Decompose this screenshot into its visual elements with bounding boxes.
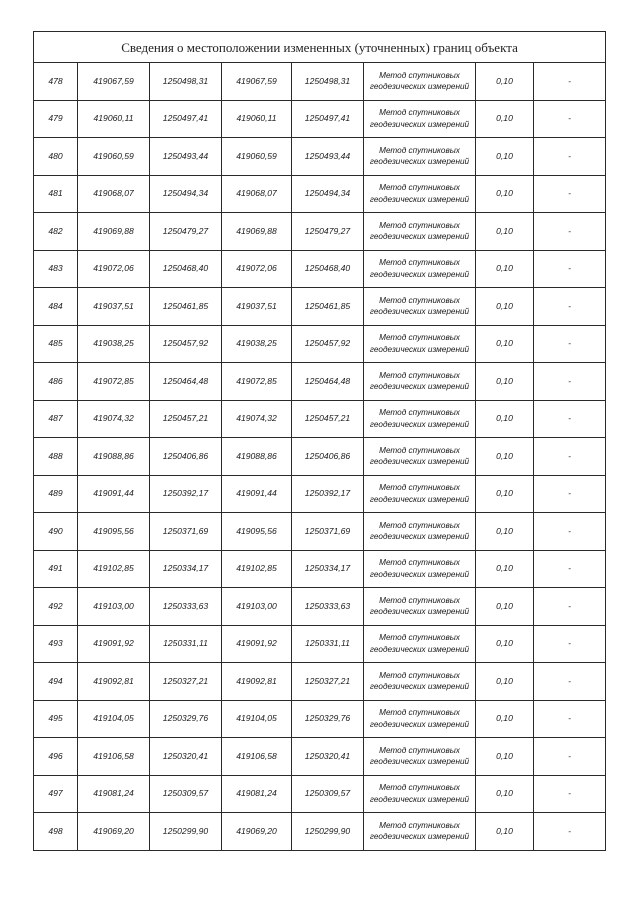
cell-refined-x: 419038,25	[222, 325, 292, 363]
cell-existing-x: 419060,11	[78, 100, 150, 138]
cell-accuracy: 0,10	[476, 738, 534, 776]
table-row	[34, 813, 606, 851]
cell-point-number: 483	[34, 250, 78, 288]
cell-accuracy: 0,10	[476, 438, 534, 476]
cell-note: -	[534, 588, 606, 626]
cell-note: -	[534, 700, 606, 738]
cell-refined-x: 419088,86	[222, 438, 292, 476]
cell-existing-x: 419074,32	[78, 400, 150, 438]
boundary-coordinates-table	[33, 31, 606, 851]
cell-refined-x: 419060,59	[222, 138, 292, 176]
cell-refined-x: 419104,05	[222, 700, 292, 738]
cell-method: Метод спутниковых геодезических измерений	[364, 63, 476, 101]
table-body	[34, 32, 606, 851]
cell-point-number: 494	[34, 663, 78, 701]
table-row	[34, 63, 606, 101]
cell-refined-x: 419103,00	[222, 588, 292, 626]
cell-accuracy: 0,10	[476, 700, 534, 738]
cell-existing-x: 419068,07	[78, 175, 150, 213]
cell-existing-y: 1250497,41	[150, 100, 222, 138]
cell-existing-x: 419103,00	[78, 588, 150, 626]
table-row	[34, 325, 606, 363]
cell-refined-x: 419106,58	[222, 738, 292, 776]
cell-point-number: 480	[34, 138, 78, 176]
cell-accuracy: 0,10	[476, 775, 534, 813]
cell-point-number: 496	[34, 738, 78, 776]
cell-method: Метод спутниковых геодезических измерений	[364, 138, 476, 176]
cell-existing-x: 419092,81	[78, 663, 150, 701]
table-row	[34, 138, 606, 176]
cell-refined-x: 419068,07	[222, 175, 292, 213]
cell-existing-x: 419102,85	[78, 550, 150, 588]
cell-refined-y: 1250457,92	[292, 325, 364, 363]
cell-refined-y: 1250309,57	[292, 775, 364, 813]
cell-refined-x: 419092,81	[222, 663, 292, 701]
cell-method: Метод спутниковых геодезических измерений	[364, 438, 476, 476]
cell-existing-x: 419104,05	[78, 700, 150, 738]
cell-refined-y: 1250468,40	[292, 250, 364, 288]
cell-accuracy: 0,10	[476, 288, 534, 326]
cell-method: Метод спутниковых геодезических измерений	[364, 250, 476, 288]
cell-accuracy: 0,10	[476, 400, 534, 438]
table-title: Сведения о местоположении измененных (уточненных) границ объекта	[34, 32, 606, 63]
cell-point-number: 488	[34, 438, 78, 476]
cell-existing-x: 419095,56	[78, 513, 150, 551]
cell-refined-y: 1250461,85	[292, 288, 364, 326]
cell-refined-y: 1250479,27	[292, 213, 364, 251]
cell-point-number: 485	[34, 325, 78, 363]
cell-note: -	[534, 663, 606, 701]
table-row	[34, 438, 606, 476]
cell-note: -	[534, 438, 606, 476]
cell-existing-x: 419069,20	[78, 813, 150, 851]
cell-existing-x: 419072,85	[78, 363, 150, 401]
cell-note: -	[534, 363, 606, 401]
cell-existing-x: 419072,06	[78, 250, 150, 288]
cell-refined-x: 419060,11	[222, 100, 292, 138]
cell-point-number: 495	[34, 700, 78, 738]
cell-point-number: 492	[34, 588, 78, 626]
cell-point-number: 481	[34, 175, 78, 213]
cell-refined-x: 419095,56	[222, 513, 292, 551]
cell-point-number: 484	[34, 288, 78, 326]
cell-note: -	[534, 475, 606, 513]
cell-accuracy: 0,10	[476, 663, 534, 701]
cell-existing-y: 1250331,11	[150, 625, 222, 663]
cell-method: Метод спутниковых геодезических измерений	[364, 400, 476, 438]
cell-existing-y: 1250299,90	[150, 813, 222, 851]
cell-refined-y: 1250329,76	[292, 700, 364, 738]
cell-method: Метод спутниковых геодезических измерений	[364, 813, 476, 851]
cell-refined-x: 419069,20	[222, 813, 292, 851]
cell-existing-y: 1250479,27	[150, 213, 222, 251]
cell-accuracy: 0,10	[476, 475, 534, 513]
cell-accuracy: 0,10	[476, 100, 534, 138]
cell-existing-x: 419106,58	[78, 738, 150, 776]
cell-note: -	[534, 625, 606, 663]
cell-refined-y: 1250498,31	[292, 63, 364, 101]
cell-existing-y: 1250461,85	[150, 288, 222, 326]
cell-note: -	[534, 138, 606, 176]
cell-refined-y: 1250320,41	[292, 738, 364, 776]
cell-refined-y: 1250333,63	[292, 588, 364, 626]
cell-method: Метод спутниковых геодезических измерений	[364, 550, 476, 588]
cell-accuracy: 0,10	[476, 513, 534, 551]
cell-refined-x: 419067,59	[222, 63, 292, 101]
cell-existing-y: 1250327,21	[150, 663, 222, 701]
cell-note: -	[534, 738, 606, 776]
cell-accuracy: 0,10	[476, 588, 534, 626]
cell-refined-y: 1250334,17	[292, 550, 364, 588]
cell-existing-y: 1250498,31	[150, 63, 222, 101]
cell-refined-y: 1250299,90	[292, 813, 364, 851]
cell-accuracy: 0,10	[476, 813, 534, 851]
table-row	[34, 588, 606, 626]
cell-existing-y: 1250494,34	[150, 175, 222, 213]
cell-point-number: 489	[34, 475, 78, 513]
cell-refined-x: 419072,06	[222, 250, 292, 288]
cell-accuracy: 0,10	[476, 63, 534, 101]
table-row	[34, 775, 606, 813]
cell-existing-y: 1250464,48	[150, 363, 222, 401]
cell-method: Метод спутниковых геодезических измерений	[364, 100, 476, 138]
cell-note: -	[534, 400, 606, 438]
table-row	[34, 550, 606, 588]
table-row	[34, 250, 606, 288]
cell-existing-x: 419060,59	[78, 138, 150, 176]
document-sheet	[33, 31, 605, 851]
table-row	[34, 288, 606, 326]
cell-accuracy: 0,10	[476, 213, 534, 251]
cell-refined-y: 1250392,17	[292, 475, 364, 513]
cell-note: -	[534, 288, 606, 326]
cell-existing-y: 1250457,92	[150, 325, 222, 363]
cell-existing-x: 419081,24	[78, 775, 150, 813]
cell-accuracy: 0,10	[476, 250, 534, 288]
cell-refined-y: 1250331,11	[292, 625, 364, 663]
cell-existing-y: 1250334,17	[150, 550, 222, 588]
cell-existing-x: 419088,86	[78, 438, 150, 476]
table-row	[34, 663, 606, 701]
cell-method: Метод спутниковых геодезических измерений	[364, 325, 476, 363]
cell-existing-y: 1250457,21	[150, 400, 222, 438]
cell-method: Метод спутниковых геодезических измерений	[364, 513, 476, 551]
cell-note: -	[534, 550, 606, 588]
cell-point-number: 497	[34, 775, 78, 813]
cell-existing-x: 419038,25	[78, 325, 150, 363]
cell-point-number: 491	[34, 550, 78, 588]
cell-point-number: 486	[34, 363, 78, 401]
cell-existing-y: 1250392,17	[150, 475, 222, 513]
cell-note: -	[534, 213, 606, 251]
table-row	[34, 400, 606, 438]
cell-point-number: 482	[34, 213, 78, 251]
cell-existing-y: 1250406,86	[150, 438, 222, 476]
cell-accuracy: 0,10	[476, 325, 534, 363]
cell-note: -	[534, 63, 606, 101]
cell-point-number: 478	[34, 63, 78, 101]
cell-existing-y: 1250333,63	[150, 588, 222, 626]
cell-point-number: 490	[34, 513, 78, 551]
cell-method: Метод спутниковых геодезических измерений	[364, 288, 476, 326]
table-row	[34, 100, 606, 138]
table-row	[34, 363, 606, 401]
cell-existing-y: 1250309,57	[150, 775, 222, 813]
cell-accuracy: 0,10	[476, 175, 534, 213]
cell-refined-x: 419037,51	[222, 288, 292, 326]
cell-point-number: 498	[34, 813, 78, 851]
cell-refined-y: 1250457,21	[292, 400, 364, 438]
cell-note: -	[534, 813, 606, 851]
cell-method: Метод спутниковых геодезических измерений	[364, 625, 476, 663]
cell-refined-y: 1250464,48	[292, 363, 364, 401]
table-row	[34, 213, 606, 251]
cell-refined-x: 419102,85	[222, 550, 292, 588]
cell-refined-y: 1250497,41	[292, 100, 364, 138]
cell-note: -	[534, 325, 606, 363]
cell-refined-x: 419069,88	[222, 213, 292, 251]
cell-method: Метод спутниковых геодезических измерений	[364, 588, 476, 626]
cell-method: Метод спутниковых геодезических измерений	[364, 738, 476, 776]
cell-existing-x: 419069,88	[78, 213, 150, 251]
cell-refined-y: 1250371,69	[292, 513, 364, 551]
cell-refined-x: 419091,92	[222, 625, 292, 663]
cell-method: Метод спутниковых геодезических измерений	[364, 475, 476, 513]
cell-method: Метод спутниковых геодезических измерений	[364, 363, 476, 401]
cell-existing-x: 419091,92	[78, 625, 150, 663]
cell-accuracy: 0,10	[476, 363, 534, 401]
table-row	[34, 700, 606, 738]
cell-point-number: 487	[34, 400, 78, 438]
cell-refined-y: 1250406,86	[292, 438, 364, 476]
table-row	[34, 738, 606, 776]
cell-accuracy: 0,10	[476, 625, 534, 663]
cell-note: -	[534, 775, 606, 813]
cell-point-number: 479	[34, 100, 78, 138]
cell-accuracy: 0,10	[476, 138, 534, 176]
table-title-row	[34, 32, 606, 63]
cell-note: -	[534, 175, 606, 213]
cell-existing-x: 419067,59	[78, 63, 150, 101]
cell-accuracy: 0,10	[476, 550, 534, 588]
cell-existing-y: 1250371,69	[150, 513, 222, 551]
cell-method: Метод спутниковых геодезических измерений	[364, 213, 476, 251]
cell-method: Метод спутниковых геодезических измерений	[364, 775, 476, 813]
cell-existing-x: 419037,51	[78, 288, 150, 326]
cell-note: -	[534, 250, 606, 288]
cell-existing-y: 1250468,40	[150, 250, 222, 288]
cell-refined-x: 419081,24	[222, 775, 292, 813]
cell-refined-x: 419072,85	[222, 363, 292, 401]
cell-point-number: 493	[34, 625, 78, 663]
table-row	[34, 625, 606, 663]
cell-method: Метод спутниковых геодезических измерений	[364, 663, 476, 701]
cell-method: Метод спутниковых геодезических измерений	[364, 700, 476, 738]
cell-note: -	[534, 513, 606, 551]
cell-existing-y: 1250320,41	[150, 738, 222, 776]
cell-refined-y: 1250327,21	[292, 663, 364, 701]
cell-existing-y: 1250493,44	[150, 138, 222, 176]
table-row	[34, 475, 606, 513]
cell-note: -	[534, 100, 606, 138]
cell-refined-y: 1250493,44	[292, 138, 364, 176]
table-row	[34, 513, 606, 551]
cell-method: Метод спутниковых геодезических измерений	[364, 175, 476, 213]
cell-existing-y: 1250329,76	[150, 700, 222, 738]
table-row	[34, 175, 606, 213]
cell-refined-y: 1250494,34	[292, 175, 364, 213]
cell-refined-x: 419091,44	[222, 475, 292, 513]
cell-existing-x: 419091,44	[78, 475, 150, 513]
cell-refined-x: 419074,32	[222, 400, 292, 438]
